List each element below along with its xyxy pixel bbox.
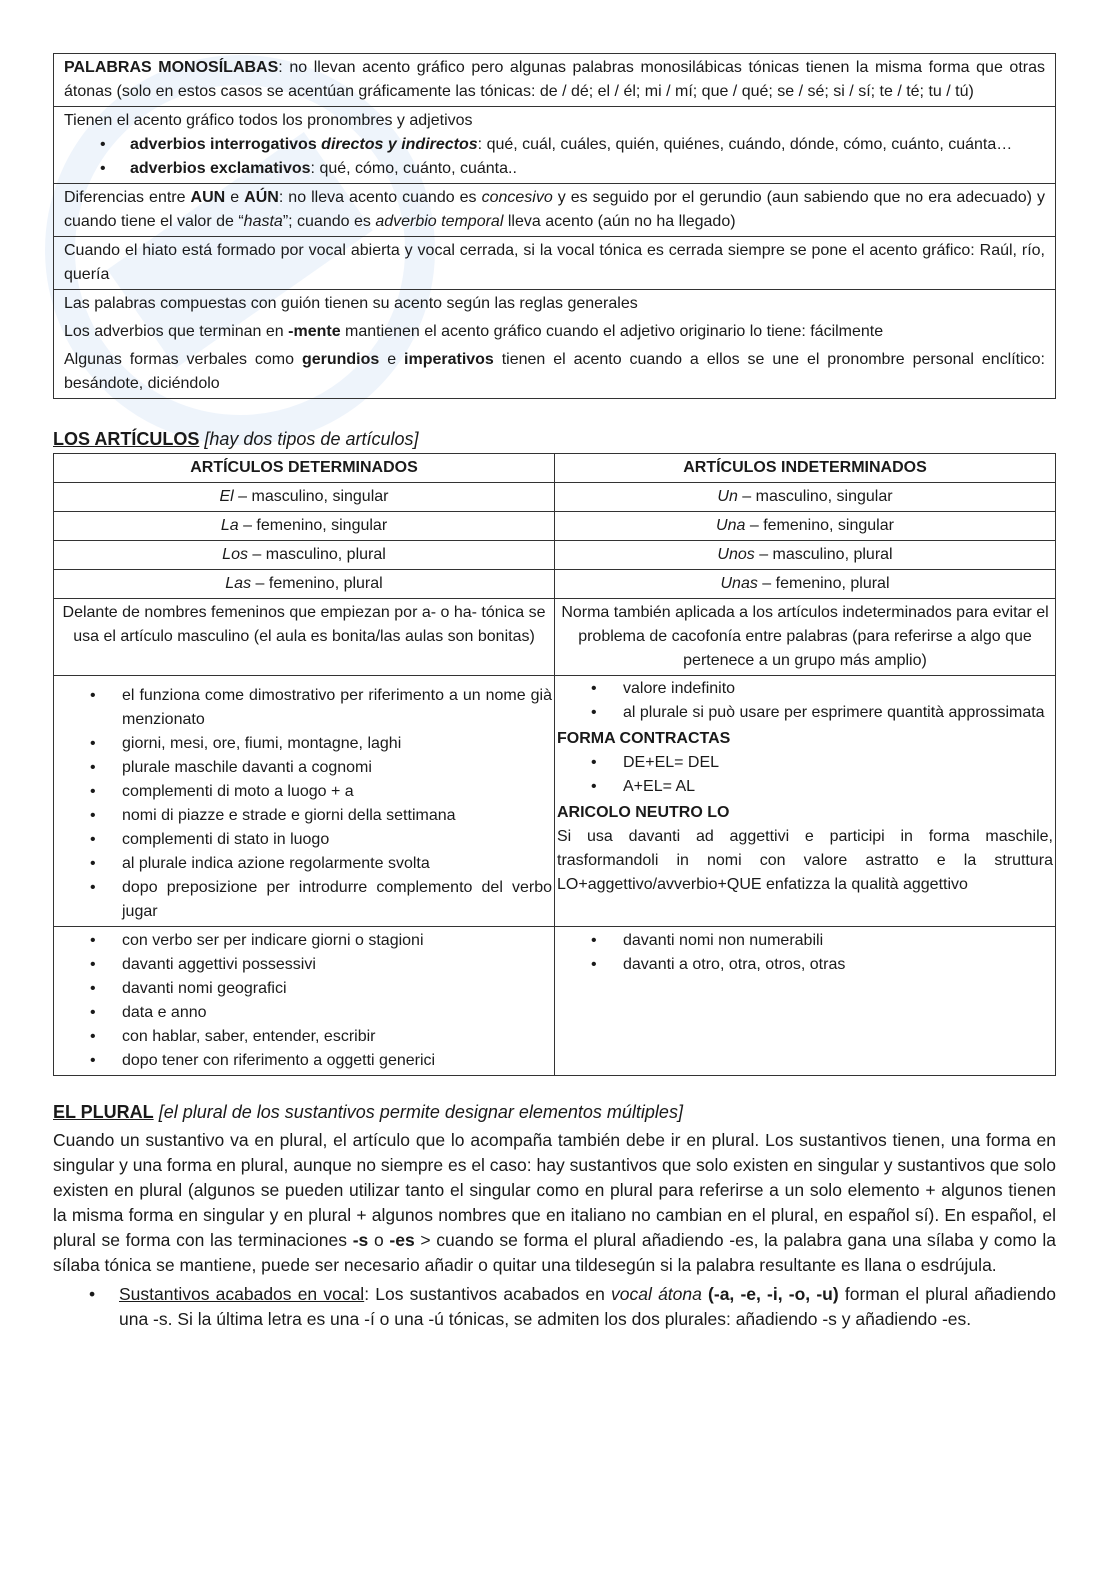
table-cell: Los – masculino, plural (54, 541, 555, 570)
list-item: • Sustantivos acabados en vocal: Los sustantivos acabados en vocal átona (-a, -e, -i, -o, -u) forman el plural añadiendo una -s. Si la última letra es una -í o una -ú tónicas, se admiten los dos plurales: añadiendo -s y añadiendo -es. (53, 1282, 1056, 1332)
list-item: • davanti nomi geografici (56, 977, 552, 1001)
accent-rules-table (53, 53, 1056, 399)
list-item: • adverbios exclamativos: qué, cómo, cuánto, cuánta.. (64, 157, 1045, 181)
list-item: • davanti a otro, otra, otros, otras (557, 953, 1053, 977)
rule-text: : no llevan acento gráfico pero algunas palabras monosilábicas tónicas tienen la misma forma que otras átonas (solo en estos casos se acentúan gráficamente las tónicas: de / dé; el / él; mi / mí; que / qué; se / sé; si / sí; te / té; tu / tú) (64, 59, 1045, 100)
section-title-plural (53, 1100, 1056, 1124)
table-cell: La – femenino, singular (54, 512, 555, 541)
section-subtitle: [el plural de los sustantivos permite designar elementos múltiples] (158, 1102, 683, 1122)
neutro-heading: ARICOLO NEUTRO LO (557, 804, 730, 821)
list-item: • adverbios interrogativos directos y indirectos: qué, cuál, cuáles, quién, quiénes, cuándo, dónde, cómo, cuánto, cuánta… (64, 133, 1045, 157)
bullet-list (53, 1282, 1056, 1332)
bullet-list (56, 684, 552, 924)
rule-aun: Diferencias entre AUN e AÚN: no lleva acento cuando es concesivo y es seguido por el gerundio (aun sabiendo que no era adecuado) y cuando tiene el valor de “hasta”; cuando es adverbio temporal lleva acento (aún no ha llegado) (54, 184, 1056, 237)
list-item: • al plurale si può usare per esprimere quantità approssimata (557, 701, 1053, 725)
rule-text: Algunas formas verbales como gerundios e imperativos tienen el acento cuando a ellos se une el pronombre personal enclítico: besándote, diciéndolo (64, 351, 1046, 392)
list-item: • el funziona come dimostrativo per riferimento a un nome già menzionato (56, 684, 552, 732)
table-row (54, 483, 1056, 512)
list-item: • DE+EL= DEL (557, 751, 1053, 775)
table-row (54, 570, 1056, 599)
table-cell: Una – femenino, singular (555, 512, 1056, 541)
list-item: • al plurale indica azione regolarmente svolta (56, 852, 552, 876)
table-row (54, 676, 1056, 927)
list-item: • con hablar, saber, entender, escribir (56, 1025, 552, 1049)
list-item: • complementi di moto a luogo + a (56, 780, 552, 804)
rule-pronombres (54, 107, 1056, 184)
section-heading: LOS ARTÍCULOS (53, 429, 200, 449)
list-item: • valore indefinito (557, 677, 1053, 701)
list-item: • nomi di piazze e strade e giorni della settimana (56, 804, 552, 828)
table-cell: El – masculino, singular (54, 483, 555, 512)
rule-row (54, 290, 1056, 399)
contract-heading: FORMA CONTRACTAS (557, 730, 731, 747)
list-item: • data e anno (56, 1001, 552, 1025)
table-cell: Unas – femenino, plural (555, 570, 1056, 599)
rule-text: Tienen el acento gráfico todos los pronombres y adjetivos (64, 112, 473, 129)
note-determinados: Delante de nombres femeninos que empiezan por a- o ha- tónica se usa el artículo masculino (el aula es bonita/las aulas son bonitas) (54, 599, 555, 676)
list-item: • dopo tener con riferimento a oggetti generici (56, 1049, 552, 1073)
table-header-row (54, 454, 1056, 483)
table-cell: Las – femenino, plural (54, 570, 555, 599)
rule-text: Las palabras compuestas con guión tienen su acento según las reglas generales (64, 295, 638, 312)
note-indeterminados: Norma también aplicada a los artículos indeterminados para evitar el problema de cacofonía entre palabras (para referirse a algo que pertenece a un grupo más amplio) (555, 599, 1056, 676)
omit-determinados (54, 927, 555, 1076)
rule-row (54, 237, 1056, 290)
list-item: • A+EL= AL (557, 775, 1053, 799)
bullet-list (56, 929, 552, 1073)
uses-determinados (54, 676, 555, 927)
section-title-articulos (53, 427, 1056, 451)
bullet-list (557, 929, 1053, 977)
rule-row (54, 184, 1056, 237)
column-header-determinados: ARTÍCULOS DETERMINADOS (54, 454, 555, 483)
list-item: • complementi di stato in luogo (56, 828, 552, 852)
table-row (54, 512, 1056, 541)
section-heading: EL PLURAL (53, 1102, 154, 1122)
rule-compuestas (54, 290, 1056, 399)
bullet-list (557, 751, 1053, 799)
list-item: • davanti aggettivi possessivi (56, 953, 552, 977)
neutro-text: Si usa davanti ad aggettivi e participi in forma maschile, trasformandoli in nomi con valore astratto e la struttura LO+aggettivo/avverbio+QUE enfatizza la qualità aggettivo (557, 828, 1053, 893)
column-header-indeterminados: ARTÍCULOS INDETERMINADOS (555, 454, 1056, 483)
rule-row (54, 107, 1056, 184)
list-item: • plurale maschile davanti a cognomi (56, 756, 552, 780)
omit-indeterminados (555, 927, 1056, 1076)
rule-heading: PALABRAS MONOSÍLABAS (64, 59, 279, 76)
rule-hiato: Cuando el hiato está formado por vocal abierta y vocal cerrada, si la vocal tónica es cerrada siempre se pone el acento gráfico: Raúl, río, quería (54, 237, 1056, 290)
rule-row (54, 54, 1056, 107)
list-item: • con verbo ser per indicare giorni o stagioni (56, 929, 552, 953)
table-row (54, 927, 1056, 1076)
articulos-table (53, 453, 1056, 1076)
rule-monosilabas (54, 54, 1056, 107)
plural-paragraph: Cuando un sustantivo va en plural, el artículo que lo acompaña también debe ir en plural. Los sustantivos tienen, una forma en singular y una forma en plural, aunque no siempre es el caso: hay sustantivos que solo existen en singular y sustantivos que solo existen en plural (algunos se pueden utilizar tanto el singular como en plural para referirse a un solo elemento + algunos tienen la misma forma en singular y en plural + algunos nombres que en italiano no cambian en el plural, en español sí). En español, el plural se forma con las terminaciones -s o -es > cuando se forma el plural añadiendo -es, la palabra gana una sílaba y como la sílaba tónica se mantiene, puede ser necesario añadir o quitar una tildesegún si la palabra resultante es llana o esdrújula. (53, 1130, 1056, 1275)
table-cell: Unos – masculino, plural (555, 541, 1056, 570)
section-subtitle: [hay dos tipos de artículos] (204, 429, 419, 449)
list-item: • giorni, mesi, ore, fiumi, montagne, laghi (56, 732, 552, 756)
bullet-list (64, 133, 1045, 181)
document-page (53, 53, 1056, 1332)
list-item: • dopo preposizione per introdurre complemento del verbo jugar (56, 876, 552, 924)
list-item: • davanti nomi non numerabili (557, 929, 1053, 953)
table-row (54, 541, 1056, 570)
table-cell: Un – masculino, singular (555, 483, 1056, 512)
bullet-list (557, 677, 1053, 725)
rule-text: Los adverbios que terminan en -mente mantienen el acento gráfico cuando el adjetivo originario lo tiene: fácilmente (64, 323, 884, 340)
uses-indeterminados (555, 676, 1056, 927)
table-row (54, 599, 1056, 676)
